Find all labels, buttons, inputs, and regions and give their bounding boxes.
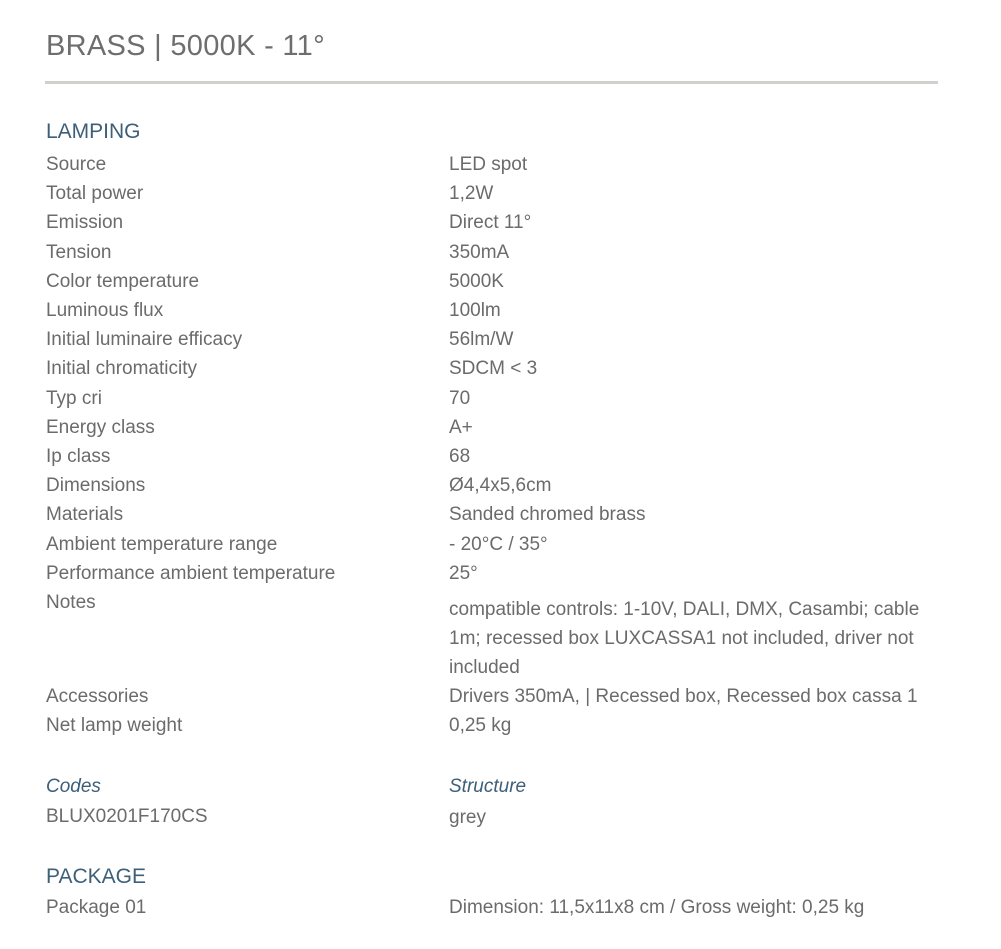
spec-value: compatible controls: 1-10V, DALI, DMX, Casambi; cable 1m; recessed box LUXCASSA1 not included, driver not included (449, 599, 920, 679)
lamping-spec-table (46, 150, 946, 740)
package-heading: PACKAGE (46, 865, 146, 888)
spec-row (46, 471, 946, 500)
title-divider (45, 81, 938, 84)
spec-row (46, 384, 946, 413)
spec-value: LED spot (449, 154, 528, 175)
spec-label: Initial luminaire efficacy (46, 329, 243, 351)
spec-value: SDCM < 3 (449, 358, 538, 380)
spec-value: 68 (449, 446, 471, 468)
spec-label: Accessories (46, 686, 149, 708)
spec-label: Energy class (46, 416, 155, 438)
spec-row (46, 682, 946, 711)
lamping-heading: LAMPING (46, 120, 141, 143)
spec-value: Sanded chromed brass (449, 504, 646, 526)
spec-value: A+ (449, 416, 473, 438)
spec-label: Luminous flux (46, 300, 164, 322)
structure-value: grey (449, 807, 486, 828)
package-label: Package 01 (46, 897, 147, 918)
page-title: BRASS | 5000K - 11° (46, 30, 325, 62)
spec-label: Materials (46, 504, 124, 526)
spec-label: Initial chromaticity (46, 358, 197, 380)
spec-row (46, 238, 946, 267)
spec-row (46, 711, 946, 740)
spec-value: 1,2W (449, 183, 494, 205)
spec-row (46, 179, 946, 208)
spec-row (46, 559, 946, 588)
spec-label: Ambient temperature range (46, 533, 278, 555)
spec-row (46, 354, 946, 383)
code-value: BLUX0201F170CS (46, 806, 208, 827)
spec-label: Color temperature (46, 270, 200, 292)
spec-label: Tension (46, 241, 112, 263)
spec-value: Drivers 350mA, | Recessed box, Recessed box cassa 1 (449, 686, 918, 708)
spec-label: Net lamp weight (46, 715, 183, 737)
spec-row (46, 588, 946, 682)
spec-row (46, 296, 946, 325)
spec-value: Direct 11° (449, 212, 532, 234)
spec-label: Performance ambient temperature (46, 562, 336, 584)
spec-label: Dimensions (46, 475, 146, 497)
spec-value: 25° (449, 562, 478, 584)
spec-row (46, 500, 946, 529)
spec-value: - 20°C / 35° (449, 533, 548, 555)
spec-value: 100lm (449, 300, 501, 322)
structure-heading: Structure (449, 776, 527, 797)
spec-row (46, 150, 946, 179)
spec-row (46, 413, 946, 442)
spec-value: 350mA (449, 241, 510, 263)
spec-value: 56lm/W (449, 329, 514, 351)
spec-row (46, 530, 946, 559)
spec-label: Notes (46, 592, 96, 614)
spec-value: 70 (449, 387, 471, 409)
spec-label: Emission (46, 212, 124, 234)
spec-value: 0,25 kg (449, 715, 512, 737)
spec-label: Typ cri (46, 387, 102, 409)
package-value: Dimension: 11,5x11x8 cm / Gross weight: 0,25 kg (449, 897, 865, 918)
spec-row (46, 442, 946, 471)
spec-row (46, 325, 946, 354)
codes-heading: Codes (46, 776, 101, 797)
spec-value: Ø4,4x5,6cm (449, 475, 552, 497)
spec-value: 5000K (449, 270, 504, 292)
spec-row (46, 208, 946, 237)
spec-row (46, 267, 946, 296)
spec-label: Total power (46, 183, 144, 205)
spec-label: Source (46, 154, 107, 175)
spec-label: Ip class (46, 446, 111, 468)
